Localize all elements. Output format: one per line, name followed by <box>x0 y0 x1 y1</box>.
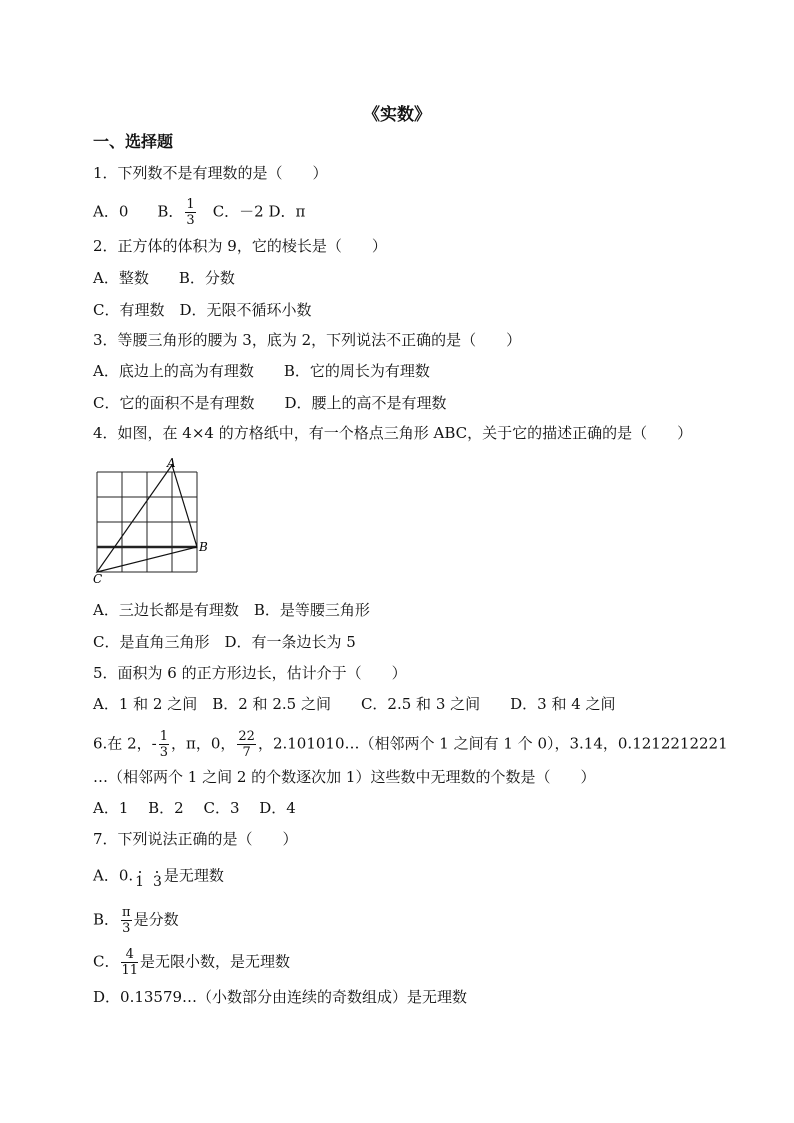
vertex-label-c: C <box>93 572 103 585</box>
repeating-decimal <box>135 864 162 889</box>
q1-option-b: B． <box>157 202 184 221</box>
question-7-option-b <box>93 906 179 935</box>
question-7-stem: 7．下列说法正确的是（ ） <box>93 830 298 848</box>
repeating-digit: 3 <box>152 874 162 890</box>
frac-num: 4 <box>121 948 138 963</box>
frac-num: π <box>122 905 131 920</box>
q7-c-prefix: C． <box>93 952 120 971</box>
frac-num: 1 <box>186 197 195 212</box>
frac-den: 3 <box>122 921 131 936</box>
q7-b-prefix: B． <box>93 910 120 929</box>
frac-den: 3 <box>159 745 168 760</box>
question-7-option-d: D．0.13579…（小数部分由连续的奇数组成）是无理数 <box>93 988 468 1006</box>
grid-triangle-figure <box>90 455 215 585</box>
question-6-options: A．1 B．2 C．3 D．4 <box>93 799 296 817</box>
question-3-options-row1: A．底边上的高为有理数 B．它的周长为有理数 <box>93 362 430 380</box>
q7-a-prefix: A．0. <box>93 866 134 885</box>
section-heading: 一、选择题 <box>93 132 174 151</box>
page-title: 《实数》 <box>363 105 431 125</box>
q7-a-suffix: 是无理数 <box>163 866 224 885</box>
question-2-stem: 2．正方体的体积为 9，它的棱长是（ ） <box>93 237 387 255</box>
q1-option-a: A．0 <box>93 202 144 221</box>
question-2-options-row2: C．有理数 D．无限不循环小数 <box>93 301 312 319</box>
question-3-stem: 3．等腰三角形的腰为 3，底为 2，下列说法不正确的是（ ） <box>93 331 522 349</box>
q6-part1: 6.在 2，- <box>93 734 157 753</box>
q6-part3: ，2.101010…（相邻两个 1 之间有 1 个 0），3.14，0.1212212221 <box>257 734 728 753</box>
repeating-digit: 1 <box>135 874 145 890</box>
question-4-options-row1: A．三边长都是有理数 B．是等腰三角形 <box>93 601 370 619</box>
fraction-pi-third <box>121 906 132 935</box>
question-4-stem: 4．如图，在 4×4 的方格纸中，有一个格点三角形 ABC，关于它的描述正确的是（ ） <box>93 424 693 442</box>
question-7-option-c <box>93 948 290 977</box>
q7-b-suffix: 是分数 <box>133 910 179 929</box>
question-4-options-row2: C．是直角三角形 D．有一条边长为 5 <box>93 633 356 651</box>
q7-c-suffix: 是无限小数，是无理数 <box>140 952 291 971</box>
frac-num: 1 <box>159 729 168 744</box>
vertex-label-b: B <box>199 540 208 554</box>
question-5-options: A．1 和 2 之间 B．2 和 2.5 之间 C．2.5 和 3 之间 D．3 和 4 之间 <box>93 695 616 713</box>
question-7-option-a <box>93 864 224 889</box>
question-5-stem: 5．面积为 6 的正方形边长，估计介于（ ） <box>93 664 407 682</box>
fraction-22-7 <box>237 730 256 759</box>
question-2-options-row1: A．整数 B．分数 <box>93 269 235 287</box>
vertex-label-a: A <box>167 456 176 470</box>
q6-part2: ，π，0， <box>170 734 236 753</box>
fraction-4-11 <box>121 948 138 977</box>
frac-den: 7 <box>242 745 251 760</box>
question-6-stem-line2: …（相邻两个 1 之间 2 的个数逐次加 1）这些数中无理数的个数是（ ） <box>93 768 596 786</box>
frac-num: 22 <box>238 729 255 744</box>
question-6-stem-line1 <box>93 730 728 759</box>
fraction-one-third <box>185 198 195 227</box>
fraction-one-third <box>159 730 169 759</box>
q1-option-cd: C．－2 D．π <box>197 202 306 221</box>
question-1-options <box>93 198 305 227</box>
question-3-options-row2: C．它的面积不是有理数 D．腰上的高不是有理数 <box>93 394 447 412</box>
frac-den: 11 <box>121 963 139 978</box>
frac-den: 3 <box>186 213 195 228</box>
question-1-stem: 1．下列数不是有理数的是（ ） <box>93 164 328 182</box>
